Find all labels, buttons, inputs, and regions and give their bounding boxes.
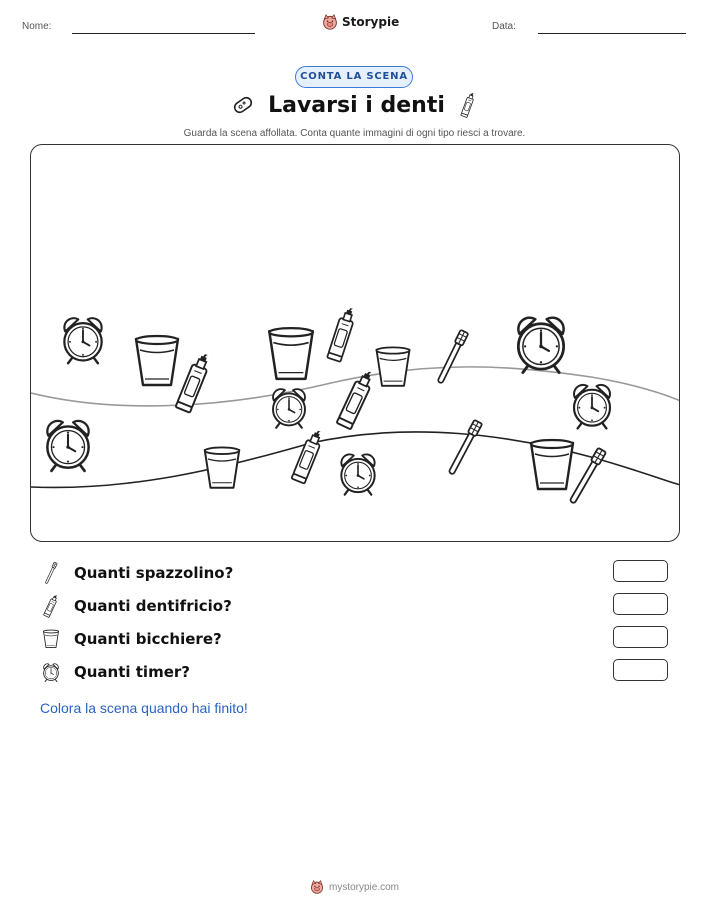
toothpaste-tube — [291, 427, 325, 484]
site-url[interactable]: mystorypie.com — [328, 881, 399, 893]
alarm-clock — [47, 421, 88, 471]
brand-logo — [322, 14, 399, 30]
answer-box-toothpaste[interactable] — [613, 593, 668, 615]
alarm-clock-icon — [40, 660, 62, 684]
title-row — [0, 92, 709, 118]
question-text: Quanti spazzolino? — [74, 564, 234, 582]
answer-box-cup[interactable] — [613, 626, 668, 648]
toothbrush-icon — [40, 561, 62, 585]
toothpaste-tube — [327, 305, 357, 362]
pig-logo-icon — [310, 880, 324, 894]
counting-scene[interactable] — [30, 144, 680, 542]
cup — [205, 447, 240, 487]
activity-badge: CONTA LA SCENA — [295, 66, 413, 88]
question-toothbrush — [40, 561, 670, 585]
question-text: Quanti bicchiere? — [74, 630, 222, 648]
page-title: Lavarsi i denti — [268, 92, 445, 118]
cup-icon — [40, 627, 62, 651]
question-text: Quanti timer? — [74, 663, 190, 681]
alarm-clock — [518, 318, 563, 373]
coloring-note: Colora la scena quando hai finito! — [40, 700, 248, 716]
question-toothpaste — [40, 594, 670, 618]
alarm-clock — [341, 454, 374, 494]
toothpaste-tube — [337, 367, 377, 429]
date-label: Data: — [492, 21, 516, 32]
question-cup — [40, 627, 670, 651]
soap-icon — [232, 94, 254, 116]
alarm-clock — [273, 389, 305, 428]
name-label: Nome: — [22, 21, 52, 32]
cup — [136, 336, 178, 385]
site-footer — [0, 880, 709, 894]
question-text: Quanti dentifricio? — [74, 597, 232, 615]
answer-box-toothbrush[interactable] — [613, 560, 668, 582]
pig-logo-icon — [322, 14, 338, 30]
question-timer — [40, 660, 670, 684]
toothpaste-icon — [459, 92, 477, 118]
cup — [531, 440, 573, 489]
brand-name: Storypie — [342, 15, 400, 29]
alarm-clock — [64, 318, 101, 363]
toothbrush — [447, 420, 482, 476]
cup — [269, 328, 313, 379]
toothpaste-icon — [40, 594, 62, 618]
toothbrush — [436, 330, 469, 385]
alarm-clock — [574, 385, 610, 428]
answer-box-timer[interactable] — [613, 659, 668, 681]
scene-illustration — [31, 145, 680, 542]
name-line[interactable] — [72, 33, 255, 34]
instructions: Guarda la scena affollata. Conta quante immagini di ogni tipo riesci a trovare. — [183, 128, 526, 139]
cup — [377, 347, 410, 386]
date-line[interactable] — [538, 33, 686, 34]
